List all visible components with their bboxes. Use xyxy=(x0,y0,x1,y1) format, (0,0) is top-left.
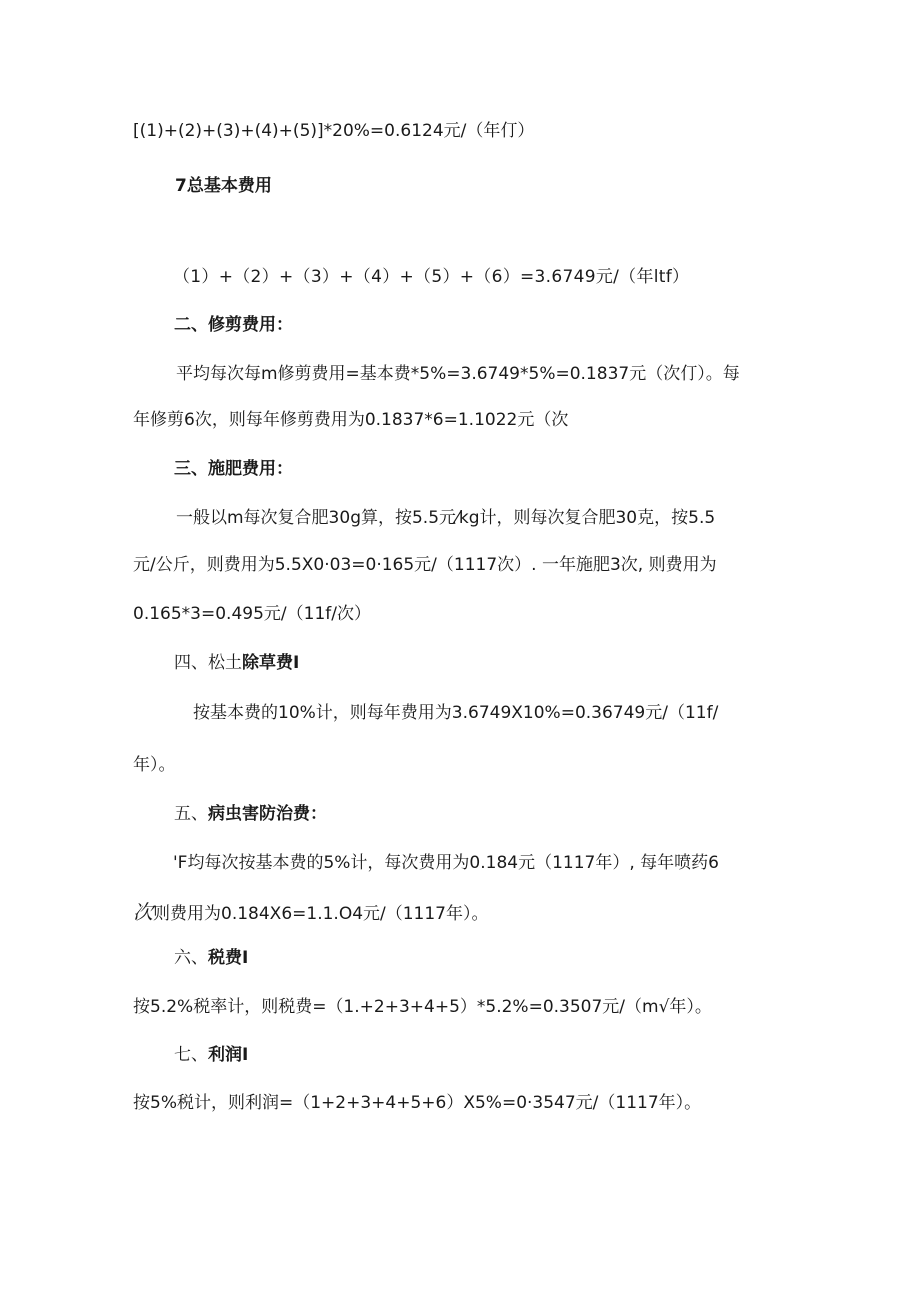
section-heading-profit xyxy=(174,1047,248,1064)
heading-prefix: 四、松土 xyxy=(174,653,242,673)
heading-title: 税费I xyxy=(208,948,249,968)
heading-title: 利润I xyxy=(208,1045,249,1065)
section-heading-pest-control xyxy=(174,806,327,823)
text-glyph: 次 xyxy=(133,900,153,924)
section-heading-weeding xyxy=(174,655,299,672)
text-line: 年）。 xyxy=(133,755,176,775)
text-run: 则费用为0.184X6=1.1.O4元/（1117年）。 xyxy=(153,904,489,924)
text-line: 按5.2%税率计，则税费=（1.+2+3+4+5）*5.2%=0.3507元/（m√年）。 xyxy=(133,997,712,1017)
heading-title: 病虫害防治费： xyxy=(208,804,327,824)
text-line: [(1)+(2)+(3)+(4)+(5)]*20%=0.6124元/（年仃） xyxy=(133,121,535,141)
section-heading-total-basic-cost: 7总基本费用 xyxy=(175,176,272,196)
heading-title: 除草费I xyxy=(242,653,300,673)
section-heading-tax xyxy=(174,950,248,967)
text-line: 一般以m每次复合肥30g算，按5.5元⁄kg计，则每次复合肥30克，按5.5 xyxy=(176,508,716,528)
text-line: 平均每次每m修剪费用=基本费*5%=3.6749*5%=0.1837元（次仃）。每 xyxy=(176,364,740,384)
section-heading-fertilizer: 三、施肥费用： xyxy=(174,459,293,479)
text-line: 0.165*3=0.495元/（11f/次） xyxy=(133,604,371,624)
heading-prefix: 五、 xyxy=(174,804,208,824)
text-line: 元/公斤，则费用为5.5X0·03=0·165元/（1117次）. 一年施肥3次, 则费用为 xyxy=(133,555,717,575)
heading-prefix: 七、 xyxy=(174,1045,208,1065)
formula-line: （1）+（2）+（3）+（4）+（5）+（6）=3.6749元/（年ltf） xyxy=(173,267,690,287)
text-line: 按基本费的10%计，则每年费用为3.6749X10%=0.36749元/（11f/ xyxy=(193,703,719,723)
text-line: 年修剪6次，则每年修剪费用为0.1837*6=1.1022元（次 xyxy=(133,410,569,430)
section-heading-pruning: 二、修剪费用： xyxy=(174,315,293,335)
text-line: 按5%税计，则利润=（1+2+3+4+5+6）X5%=0·3547元/（1117年）。 xyxy=(133,1093,702,1113)
text-line xyxy=(133,902,489,923)
heading-prefix: 六、 xyxy=(174,948,208,968)
text-line: 'F均每次按基本费的5%计，每次费用为0.184元（1117年）, 每年喷药6 xyxy=(173,853,719,873)
